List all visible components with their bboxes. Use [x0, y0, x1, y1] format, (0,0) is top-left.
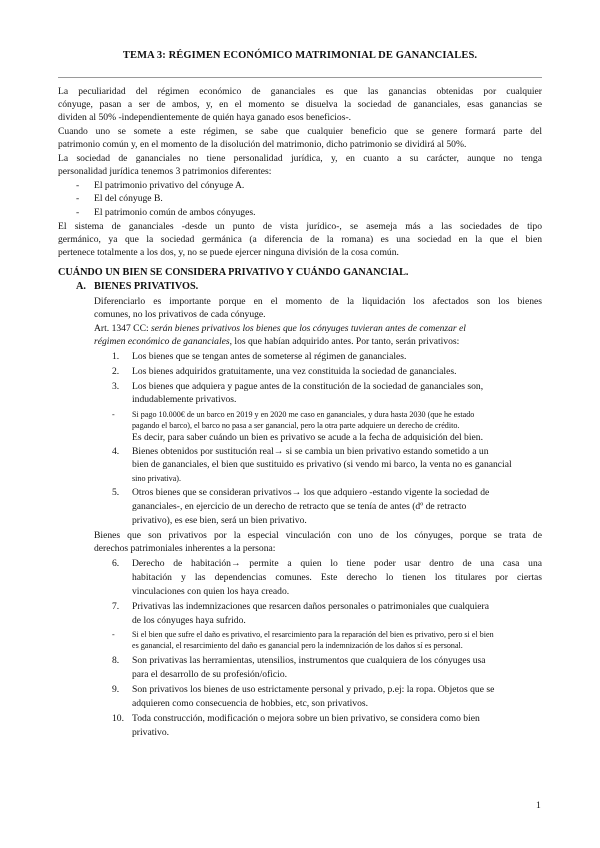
paragraph-line: Bienes que son privativos por la especial vinculación con uno de los cónyuges, porque se trata de: [94, 530, 542, 541]
note-line: es ganancial, el resarcimiento del daño es ganancial pero la indemnización de los daños sí es personal.: [132, 641, 463, 650]
note-line: Si el bien que sufre el daño es privativo, el resarcimiento para la reparación del bien es privativo, pero si el bien: [132, 630, 494, 639]
list-bullet: -: [76, 193, 80, 204]
list-item: Los bienes adquiridos gratuitamente, una vez constituida la sociedad de gananciales.: [132, 366, 457, 377]
article-quote: régimen económico de gananciales: [94, 336, 230, 347]
list-item: habitación y las dependencias comunes. Este derecho lo tienen los titulares por ciertas: [132, 572, 542, 583]
list-item: Privativas las indemnizaciones que resarcen daños personales o patrimoniales que cualquiera: [132, 601, 489, 612]
item-number: 10.: [112, 713, 124, 724]
article-line: [94, 323, 466, 335]
list-item: indudablemente privativos.: [132, 394, 237, 405]
item-number: 9.: [112, 684, 120, 695]
subsection-heading: BIENES PRIVATIVOS.: [94, 281, 199, 292]
paragraph-line: dividen al 50% -independientemente de quién haya ganado esos beneficios-.: [58, 112, 352, 123]
article-quote: serán bienes privativos los bienes que los cónyuges tuvieran antes de comenzar el: [151, 323, 466, 334]
paragraph-line: personalidad jurídica tenemos 3 patrimonios diferentes:: [58, 166, 272, 177]
note-line: pagando el barco), el barco no pasa a ser ganancial, pero la otra parte adquiere un derecho de crédito.: [132, 421, 460, 430]
item-number: 2.: [112, 366, 120, 377]
list-item: Son privativas las herramientas, utensilios, instrumentos que cualquiera de los cónyuges usa: [132, 655, 486, 666]
list-item: de los cónyuges haya sufrido.: [132, 615, 246, 626]
list-item-text: bien de gananciales, el bien que sustituido es privativo (si vendo mi barco, la venta no es ganancial: [132, 459, 512, 470]
list-item: El patrimonio privativo del cónyuge A.: [94, 180, 245, 191]
list-item: Bienes obtenidos por sustitución real→ si se cambia un bien privativo estando sometido a un: [132, 446, 489, 457]
paragraph-line: Diferenciarlo es importante porque en el momento de la liquidación los afectados son los bienes: [94, 296, 542, 307]
item-number: 4.: [112, 446, 120, 457]
list-bullet: -: [76, 180, 80, 191]
list-item: [132, 459, 512, 471]
paragraph-line: comunes, no los privativos de cada cónyuge.: [94, 309, 266, 320]
note-bullet: -: [112, 630, 115, 639]
list-item: privativo), es ese bien, será un bien privativo.: [132, 515, 307, 526]
item-number: 8.: [112, 655, 120, 666]
article-line: [94, 336, 459, 348]
paragraph-line: germánico, ya que la sociedad germánica (a diferencia de la romana) es una sociedad en la que el bien: [58, 234, 542, 245]
list-item: vinculaciones con quien los haya creado.: [132, 586, 290, 597]
list-item: Los bienes que se tengan antes de someterse al régimen de gananciales.: [132, 351, 407, 362]
list-item: privativo.: [132, 727, 170, 738]
item-number: 1.: [112, 351, 120, 362]
list-item: Toda construcción, modificación o mejora sobre un bien privativo, se considera como bien: [132, 713, 480, 724]
note-line: Si pago 10.000€ de un barco en 2019 y en 2020 me caso en gananciales, y dura hasta 2030 (que he estado: [132, 410, 475, 419]
list-item: El del cónyuge B.: [94, 193, 163, 204]
list-item: sino privativa).: [132, 474, 182, 483]
document-title: TEMA 3: RÉGIMEN ECONÓMICO MATRIMONIAL DE GANANCIALES.: [122, 50, 478, 61]
list-item: Otros bienes que se consideran privativos→ los que adquiero -estando vigente la sociedad de: [132, 487, 490, 498]
page-number: 1: [536, 800, 541, 811]
item-number: 3.: [112, 381, 120, 392]
paragraph-line: La peculiaridad del régimen económico de gananciales es que las ganancias obtenidas por cualquier: [58, 86, 542, 97]
paragraph-line: Cuando uno se somete a este régimen, se sabe que cualquier beneficio que se genere formará parte del: [58, 126, 542, 137]
article-reference: Art. 1347 CC:: [94, 323, 152, 334]
list-item: Son privativos los bienes de uso estrictamente personal y privado, p.ej: la ropa. Objetos que se: [132, 684, 495, 695]
note-bullet: -: [112, 410, 115, 419]
title-divider: [58, 77, 542, 78]
list-item: Los bienes que adquiera y pague antes de la constitución de la sociedad de gananciales son,: [132, 381, 484, 392]
paragraph-line: derechos patrimoniales inherentes a la persona:: [94, 543, 276, 554]
list-bullet: -: [76, 207, 80, 218]
list-item: gananciales-, en ejercicio de un derecho de retracto que se tenía de antes (dº de retracto: [132, 501, 467, 512]
list-item: El patrimonio común de ambos cónyuges.: [94, 207, 256, 218]
subsection-letter: A.: [76, 281, 86, 292]
list-item: adquieren como consecuencia de hobbies, etc, son privativos.: [132, 698, 369, 709]
paragraph-line: El sistema de gananciales -desde un punto de vista jurídico-, se asemeja más a las sociedades de tipo: [58, 221, 542, 232]
paragraph-line: pertenece totalmente a los dos, y, no se puede ejercer ninguna división de la cosa común.: [58, 247, 399, 258]
section-heading: CUÁNDO UN BIEN SE CONSIDERA PRIVATIVO Y CUÁNDO GANANCIAL.: [58, 267, 409, 278]
paragraph-line: La sociedad de gananciales no tiene personalidad jurídica, y, en cuanto a su carácter, aunque no tenga: [58, 153, 542, 164]
list-item: para el desarrollo de su profesión/oficio.: [132, 669, 288, 680]
list-item: Derecho de habitación→ permite a quien lo tiene poder usar dentro de una casa una: [132, 558, 542, 569]
paragraph-line: patrimonio común y, en el momento de la disolución del matrimonio, dicho patrimonio se dividirá al 50%.: [58, 139, 467, 150]
item-number: 5.: [112, 487, 120, 498]
item-number: 7.: [112, 601, 120, 612]
article-tail: , los que habían adquirido antes. Por tanto, serán privativos:: [229, 336, 460, 347]
paragraph-line: cónyuge, pasan a ser de ambos, y, en el momento se disuelva la sociedad de gananciales, esas ganancias se: [58, 99, 542, 110]
note-line: Es decir, para saber cuándo un bien es privativo se acude a la fecha de adquisición del bien.: [132, 432, 483, 443]
item-number: 6.: [112, 558, 120, 569]
